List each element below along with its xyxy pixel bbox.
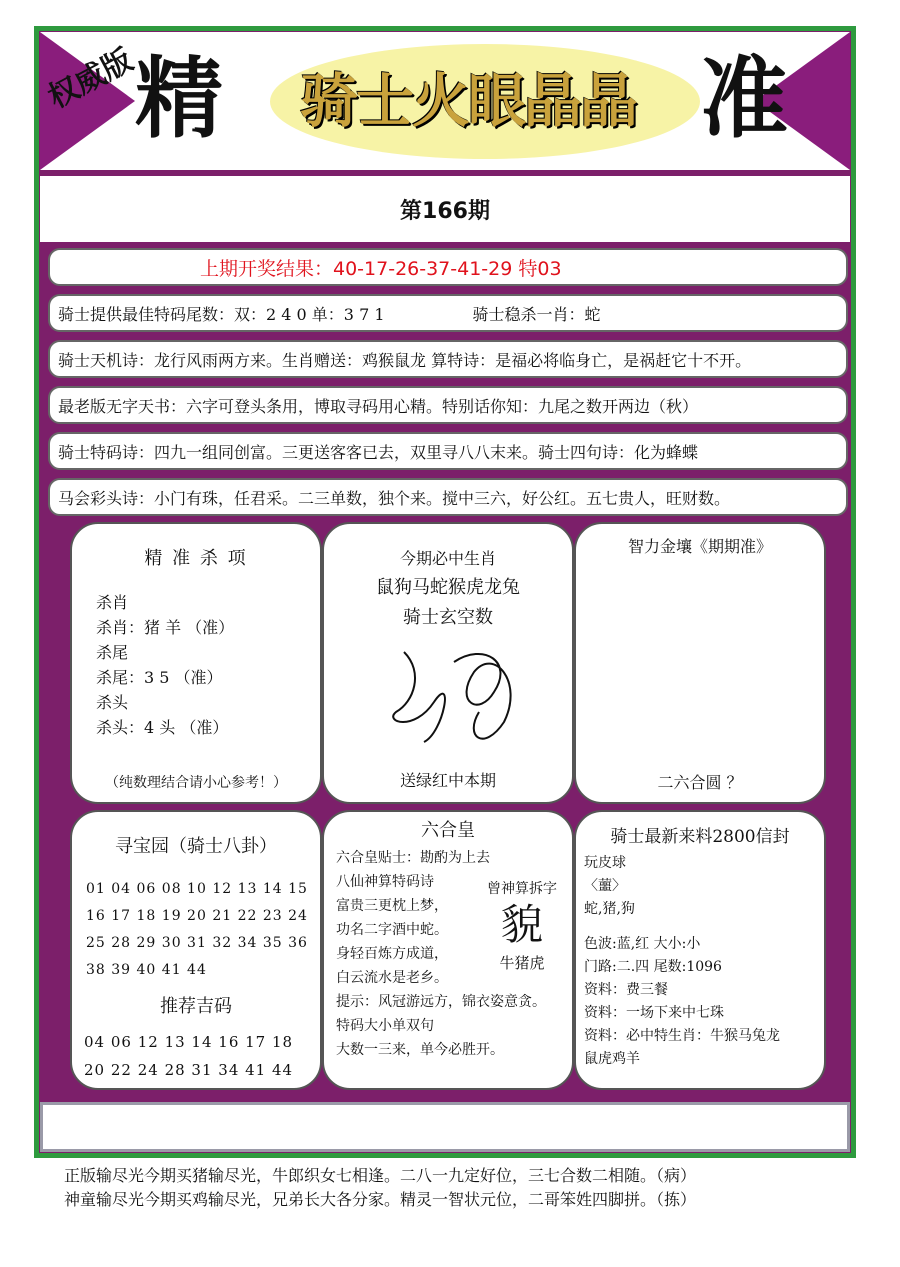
- liuhe-line: 八仙神算特码诗: [336, 874, 434, 890]
- tail-row: [48, 294, 848, 332]
- zodiac-animals: 鼠狗马蛇猴虎龙兔: [376, 577, 520, 598]
- letter-line: 蛇,猪,狗: [584, 901, 635, 917]
- wisdom-footer: 二六合圆 ？: [657, 773, 743, 792]
- liuhe-line: 特码大小单双句: [336, 1018, 434, 1034]
- tail-text: 骑士提供最佳特码尾数：双：2 4 0 单：3 7 1: [58, 304, 385, 324]
- horse-row: [48, 478, 848, 516]
- number-row: 04 06 12 13 14 16 17 18: [84, 1033, 294, 1051]
- kill-line: 杀肖: [96, 593, 129, 612]
- liuhe-line: 六合皇贴士：勘酌为上去: [336, 850, 490, 866]
- kill-box: [70, 522, 322, 804]
- liuhe-line: 富贵三更枕上梦，: [336, 898, 448, 914]
- number-row: 38 39 40 41 44: [86, 962, 207, 978]
- split-word-title: 曾神算拆字: [487, 881, 557, 897]
- liuhe-line: 大数一三来，单今必胜开。: [336, 1042, 504, 1058]
- liuhe-line: 功名二字酒中蛇。: [336, 922, 448, 938]
- liuhe-title: 六合皇: [421, 820, 475, 841]
- letter-line: 资料：一场下来中七珠: [584, 1005, 724, 1021]
- letter-title: 骑士最新来料2800信封: [610, 827, 790, 847]
- kill-line: 杀尾：3 5 （准）: [96, 668, 223, 687]
- poem-text: 骑士天机诗：龙行风雨两方来。生肖赠送：鸡猴鼠龙 算特诗：是福必将临身亡，是祸赶它十不开。: [58, 350, 752, 370]
- recommend-title: 推荐吉码: [160, 996, 232, 1017]
- number-row: 20 22 24 28 31 34 41 44: [84, 1061, 294, 1079]
- letter-line: 鼠虎鸡羊: [584, 1051, 640, 1067]
- wisdom-box: [574, 522, 826, 804]
- book-row: [48, 386, 848, 424]
- kill-note: （纯数理结合请小心参考！）: [105, 775, 287, 791]
- letter-line: 色波:蓝,红 大小:小: [584, 936, 701, 952]
- special-text: 骑士特码诗：四九一组同创富。三更送客客已去，双里寻八八末来。骑士四句诗：化为蜂蝶: [58, 442, 699, 462]
- zodiac-footer: 送绿红中本期: [399, 771, 496, 790]
- issue-number: 第166期: [40, 176, 850, 242]
- header-banner: [40, 32, 850, 170]
- special-row: [48, 432, 848, 470]
- authority-badge: 权威版: [42, 42, 139, 116]
- letter-spacer: [584, 921, 780, 933]
- split-word-panel: [472, 878, 572, 973]
- kill-line: 杀肖：猪 羊 （准）: [96, 618, 235, 637]
- bottom-verses: [64, 1164, 696, 1212]
- zodiac-box: [322, 522, 574, 804]
- header-left-char: 精: [135, 46, 224, 150]
- letter-line: 〈蘁〉: [584, 878, 626, 894]
- letter-line: 门路:二.四 尾数:1096: [584, 959, 722, 975]
- zodiac-title: 今期必中生肖: [399, 549, 496, 568]
- signature-scribble: [384, 642, 534, 752]
- kill-box-title: 精 准 杀 项: [144, 548, 248, 569]
- treasure-title: 寻宝园（骑士八卦）: [115, 836, 277, 857]
- header-title: 骑士火眼晶晶: [300, 67, 637, 135]
- kill-line: 杀尾: [96, 643, 129, 662]
- bottom-line-2: 神童输尽光今期买鸡输尽光，兄弟长大各分家。精灵一智状元位，二哥笨姓四脚拼。（拣）: [64, 1190, 697, 1209]
- letter-box: [574, 810, 826, 1090]
- last-result-row: [48, 248, 848, 286]
- split-word-sub: 牛猪虎: [499, 954, 545, 972]
- liuhe-line: 提示：风冠游远方，锦衣姿意贪。: [336, 994, 546, 1010]
- book-text: 最老版无字天书：六字可登头条用，博取寻码用心精。特别话你知：九尾之数开两边（秋）: [58, 396, 699, 416]
- letter-lines: [584, 852, 780, 1071]
- kill-line: 杀头: [96, 693, 129, 712]
- letter-line: 玩皮球: [584, 855, 626, 871]
- letter-line: 资料：必中特生肖：牛猴马兔龙: [584, 1028, 780, 1044]
- treasure-numbers: [86, 876, 320, 984]
- liuhe-box: [322, 810, 574, 1090]
- bottom-line-1: 正版输尽光今期买猪输尽光，牛郎织女七相逢。二八一九定好位，三七合数二相随。（病）: [64, 1166, 697, 1185]
- number-row: 01 04 06 08 10 12 13 14 15: [86, 881, 308, 897]
- last-result-text: 上期开奖结果：40-17-26-37-41-29 特03: [200, 257, 562, 280]
- horse-text: 马会彩头诗：小门有珠，任君采。二三单数，独个来。搅中三六，好公红。五七贵人，旺财数。: [58, 488, 731, 508]
- poem-row: [48, 340, 848, 378]
- wisdom-title: 智力金壤《期期准》: [627, 537, 772, 556]
- kill-list: [96, 590, 320, 740]
- split-word-char: 貌: [500, 900, 543, 949]
- recommend-numbers: [84, 1028, 320, 1084]
- footer-blank-box: [40, 1102, 850, 1152]
- kill-one-text: 骑士稳杀一肖：蛇: [472, 304, 601, 324]
- letter-line: 资料：费三餐: [584, 982, 668, 998]
- number-row: 16 17 18 19 20 21 22 23 24: [86, 908, 308, 924]
- zodiac-sub: 骑士玄空数: [403, 607, 493, 628]
- liuhe-line: 白云流水是老乡。: [336, 970, 448, 986]
- header-right-char: 准: [700, 46, 789, 150]
- number-row: 25 28 29 30 31 32 34 35 36: [86, 935, 308, 951]
- treasure-box: [70, 810, 322, 1090]
- kill-line: 杀头：4 头 （准）: [96, 718, 229, 737]
- liuhe-line: 身轻百炼方成道，: [336, 946, 448, 962]
